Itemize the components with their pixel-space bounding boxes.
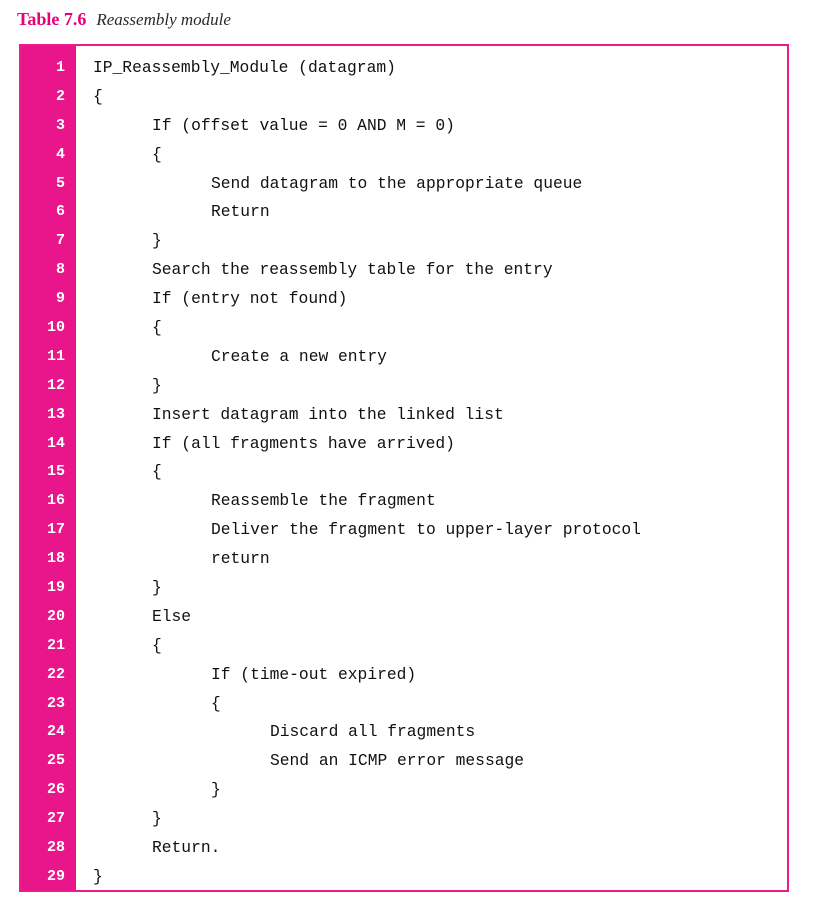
table-number: Table 7.6	[17, 9, 87, 29]
code-listing	[19, 44, 789, 892]
line-number: 12	[46, 376, 65, 394]
code-line	[21, 746, 787, 775]
code-line	[21, 804, 787, 833]
code-text: Discard all fragments	[270, 722, 476, 742]
line-number: 3	[55, 116, 65, 134]
code-line	[21, 169, 787, 198]
code-line	[21, 371, 787, 400]
code-text: Create a new entry	[211, 346, 387, 366]
line-number: 4	[55, 145, 65, 163]
code-text: }	[152, 577, 162, 597]
line-number: 21	[46, 636, 65, 654]
code-line	[21, 457, 787, 486]
line-number: 23	[46, 694, 65, 712]
line-number: 15	[46, 463, 65, 481]
code-text: }	[211, 780, 221, 800]
line-number: 24	[46, 723, 65, 741]
line-number: 20	[46, 607, 65, 625]
code-line	[21, 602, 787, 631]
line-number: 11	[46, 347, 65, 365]
code-line	[21, 255, 787, 284]
code-line	[21, 284, 787, 313]
code-line	[21, 429, 787, 458]
code-line	[21, 82, 787, 111]
line-number: 10	[46, 318, 65, 336]
line-number: 8	[55, 261, 65, 279]
code-line	[21, 775, 787, 804]
code-line	[21, 486, 787, 515]
code-text: Return	[211, 202, 270, 222]
code-line	[21, 53, 787, 82]
code-text: }	[152, 375, 162, 395]
code-line	[21, 689, 787, 718]
line-number: 18	[46, 550, 65, 568]
line-number: 19	[46, 578, 65, 596]
code-line	[21, 833, 787, 862]
code-text: }	[152, 809, 162, 829]
code-text: {	[152, 635, 162, 655]
code-line	[21, 544, 787, 573]
line-number: 26	[46, 781, 65, 799]
code-text: return	[211, 549, 270, 569]
line-number: 13	[46, 405, 65, 423]
code-line	[21, 573, 787, 602]
code-text: Send datagram to the appropriate queue	[211, 173, 583, 193]
line-number: 17	[46, 521, 65, 539]
code-text: Send an ICMP error message	[270, 751, 525, 771]
line-number: 28	[46, 838, 65, 856]
line-number: 1	[55, 58, 65, 76]
code-line	[21, 631, 787, 660]
code-text: Deliver the fragment to upper-layer protocol	[211, 520, 641, 540]
code-text: {	[211, 693, 221, 713]
code-text: Insert datagram into the linked list	[152, 404, 504, 424]
code-line	[21, 717, 787, 746]
code-line	[21, 313, 787, 342]
code-text: {	[152, 462, 162, 482]
code-line	[21, 140, 787, 169]
code-text: }	[93, 866, 103, 886]
code-text: }	[152, 231, 162, 251]
code-line	[21, 862, 787, 891]
code-text: IP_Reassembly_Module (datagram)	[93, 57, 396, 77]
code-line	[21, 226, 787, 255]
line-number: 7	[55, 232, 65, 250]
code-line	[21, 515, 787, 544]
line-number: 5	[55, 174, 65, 192]
table-title: Reassembly module	[96, 10, 231, 29]
code-line	[21, 400, 787, 429]
code-text: If (entry not found)	[152, 289, 348, 309]
line-number: 16	[46, 492, 65, 510]
code-line	[21, 111, 787, 140]
line-number: 22	[46, 665, 65, 683]
code-text: If (all fragments have arrived)	[152, 433, 455, 453]
line-number: 25	[46, 752, 65, 770]
line-number: 2	[55, 87, 65, 105]
code-text: If (offset value = 0 AND M = 0)	[152, 115, 455, 135]
code-text: {	[152, 144, 162, 164]
code-text: Return.	[152, 837, 221, 857]
code-line	[21, 660, 787, 689]
code-text: If (time-out expired)	[211, 664, 417, 684]
line-number: 29	[46, 867, 65, 885]
line-number: 6	[55, 203, 65, 221]
code-text: {	[93, 86, 103, 106]
code-line	[21, 197, 787, 226]
table-caption	[17, 6, 231, 32]
code-text: {	[152, 317, 162, 337]
code-text: Else	[152, 606, 192, 626]
code-line	[21, 342, 787, 371]
line-number: 9	[55, 290, 65, 308]
code-lines	[21, 53, 787, 891]
line-number: 14	[46, 434, 65, 452]
line-number: 27	[46, 810, 65, 828]
code-text: Search the reassembly table for the entry	[152, 260, 553, 280]
code-text: Reassemble the fragment	[211, 491, 436, 511]
